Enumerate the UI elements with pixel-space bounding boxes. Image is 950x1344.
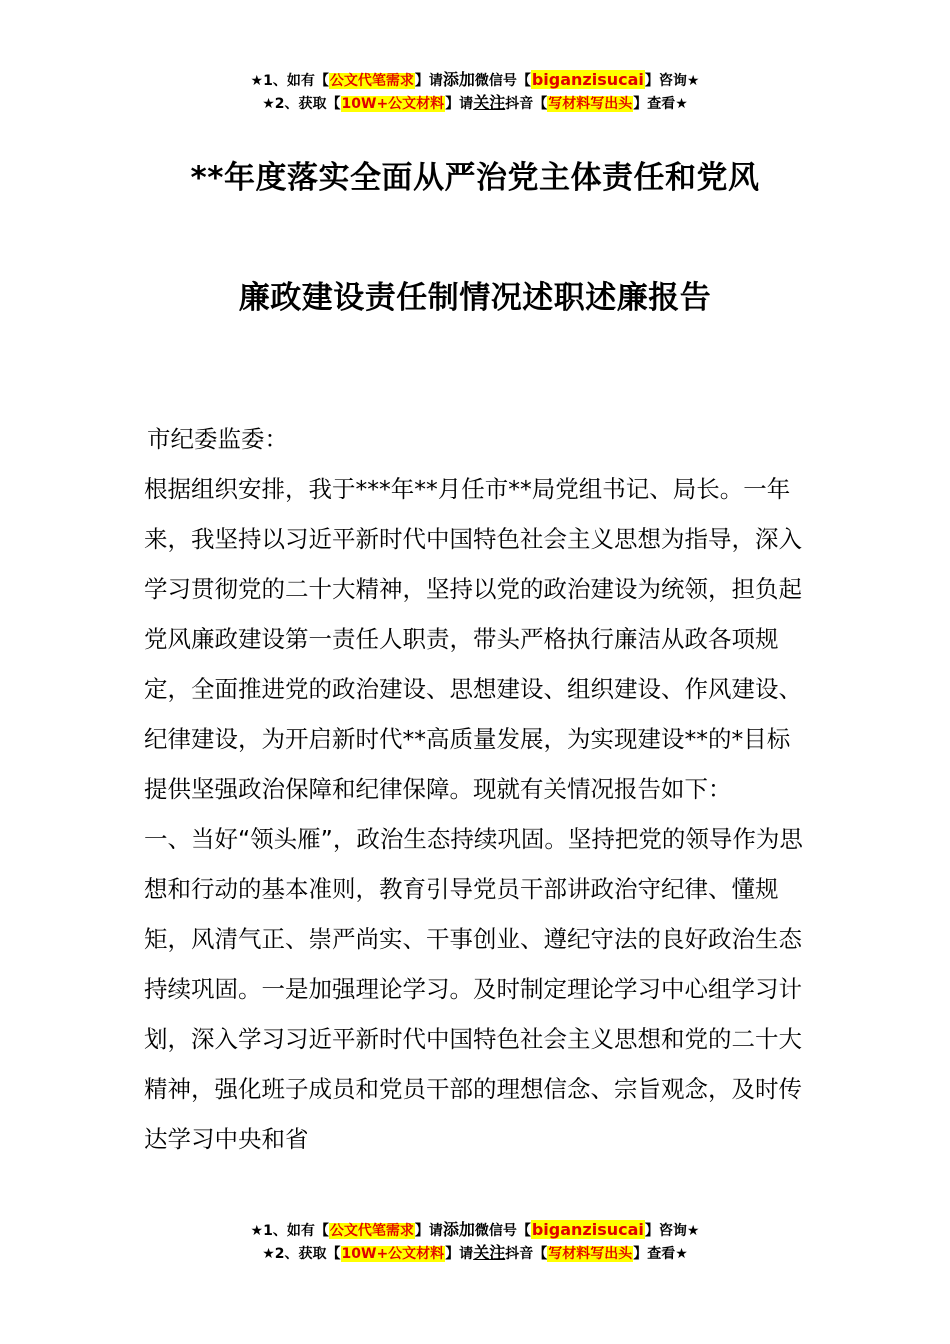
- document-title-line-1: **年度落实全面从严治党主体责任和党风: [190, 160, 760, 196]
- paragraph-intro: 根据组织安排，我于***年**月任市**局党组书记、局长。一年来，我坚持以习近平新时代中国特色社会主义思想为指导，深入学习贯彻党的二十大精神，坚持以党的政治建设为统领，担负起党风廉政建设第一责任人职责，带头严格执行廉洁从政各项规定，全面推进党的政治建设、思想建设、组织建设、作风建设、纪律建设，为开启新时代**高质量发展，为实现建设**的*目标提供坚强政治保障和纪律保障。现就有关情况报告如下：: [144, 475, 802, 803]
- addressee: 市纪委监委：: [147, 425, 288, 453]
- promo-line-2: [0, 92, 950, 115]
- promo-emphasis: 关注: [473, 93, 506, 112]
- promo-text: 】查看★: [633, 1246, 688, 1262]
- promo-text: 1、如有【: [263, 73, 329, 89]
- promo-line-2: [0, 1242, 950, 1265]
- document-title-line-2: 廉政建设责任制情况述职述廉报告: [238, 280, 712, 316]
- promo-line-1: [0, 1219, 950, 1242]
- promo-text: 微信号【: [474, 73, 531, 89]
- promo-text: 2、获取【: [274, 1246, 341, 1262]
- promo-text: 】查看★: [633, 96, 688, 112]
- paragraph-section-1: 一、当好“领头雁”，政治生态持续巩固。坚持把党的领导作为思想和行动的基本准则，教育引导党员干部讲政治守纪律、懂规矩，风清气正、崇严尚实、干事创业、遵纪守法的良好政治生态持续巩固。一是加强理论学习。及时制定理论学习中心组学习计划，深入学习习近平新时代中国特色社会主义思想和党的二十大精神，强化班子成员和党员干部的理想信念、宗旨观念，及时传达学习中央和省: [144, 825, 803, 1153]
- promo-text: 抖音【: [505, 1246, 548, 1262]
- promo-emphasis: 添加: [442, 70, 475, 89]
- promo-text: 】请: [445, 1246, 474, 1262]
- star-icon: ★: [262, 1246, 275, 1262]
- promo-emphasis: 关注: [473, 1243, 506, 1262]
- highlight-wechat-id: biganzisucai: [531, 1220, 644, 1239]
- promo-notice-top: [0, 69, 950, 115]
- highlight-wechat-id: biganzisucai: [531, 70, 644, 89]
- promo-text: 抖音【: [505, 96, 548, 112]
- highlight-materials: 10W+公文材料: [341, 96, 445, 112]
- highlight-service: 公文代笔需求: [329, 1223, 414, 1239]
- document-body: [144, 414, 810, 1164]
- promo-text: 】咨询★: [644, 1223, 700, 1239]
- promo-emphasis: 添加: [442, 1220, 475, 1239]
- promo-text: 2、获取【: [274, 96, 341, 112]
- star-icon: ★: [250, 73, 264, 89]
- promo-text: 】咨询★: [644, 73, 700, 89]
- star-icon: ★: [262, 96, 275, 112]
- star-icon: ★: [250, 1223, 264, 1239]
- highlight-douyin: 写材料写出头: [548, 1246, 633, 1262]
- highlight-douyin: 写材料写出头: [548, 96, 633, 112]
- promo-notice-bottom: [0, 1219, 950, 1265]
- promo-text: 】请: [414, 73, 443, 89]
- promo-text: 】请: [414, 1223, 443, 1239]
- promo-text: 】请: [445, 96, 474, 112]
- promo-text: 1、如有【: [263, 1223, 329, 1239]
- promo-text: 微信号【: [474, 1223, 531, 1239]
- highlight-materials: 10W+公文材料: [341, 1246, 445, 1262]
- highlight-service: 公文代笔需求: [329, 73, 414, 89]
- promo-line-1: [0, 69, 950, 92]
